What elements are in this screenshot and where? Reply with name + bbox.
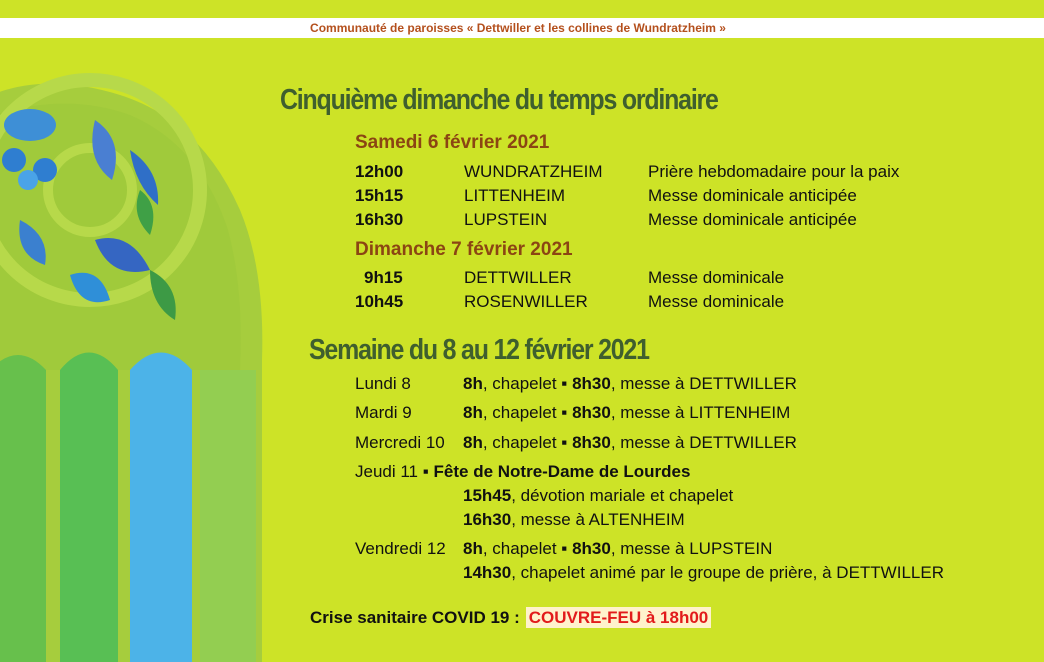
wednesday-label: Mercredi 10 — [355, 433, 445, 452]
monday-schedule: 8h, chapelet ▪ 8h30, messe à DETTWILLER — [463, 374, 797, 393]
thursday-schedule-1: 15h45, dévotion mariale et chapelet — [463, 486, 734, 505]
bullet-icon: ▪ — [561, 374, 568, 393]
monday-label: Lundi 8 — [355, 374, 411, 393]
bullet-icon: ▪ — [561, 403, 568, 422]
thursday-schedule-2: 16h30, messe à ALTENHEIM — [463, 510, 685, 529]
wednesday-schedule: 8h, chapelet ▪ 8h30, messe à DETTWILLER — [463, 433, 797, 452]
bullet-icon: ▪ — [561, 433, 568, 452]
friday-label: Vendredi 12 — [355, 539, 446, 558]
parish-name: Communauté de paroisses « Dettwiller et les collines de Wundratzheim » — [310, 21, 726, 35]
sunday-title: Cinquième dimanche du temps ordinaire — [280, 84, 718, 116]
stained-glass-window-image — [0, 40, 330, 662]
covid-notice — [310, 608, 711, 628]
week-title: Semaine du 8 au 12 février 2021 — [309, 334, 649, 366]
friday-schedule-1: 8h, chapelet ▪ 8h30, messe à LUPSTEIN — [463, 539, 773, 558]
saturday-heading: Samedi 6 février 2021 — [355, 132, 550, 153]
bullet-icon: ▪ — [422, 462, 429, 481]
header-bar — [0, 18, 1044, 38]
covid-label: Crise sanitaire COVID 19 : — [310, 608, 520, 627]
bullet-icon: ▪ — [561, 539, 568, 558]
sunday-heading: Dimanche 7 février 2021 — [355, 239, 573, 260]
curfew-badge: COUVRE-FEU à 18h00 — [526, 607, 712, 628]
thursday-label: Jeudi 11 ▪ Fête de Notre-Dame de Lourdes — [355, 462, 691, 481]
tuesday-schedule: 8h, chapelet ▪ 8h30, messe à LITTENHEIM — [463, 403, 791, 422]
friday-schedule-2: 14h30, chapelet animé par le groupe de prière, à DETTWILLER — [463, 563, 944, 582]
feast-name: Fête de Notre-Dame de Lourdes — [433, 462, 691, 481]
tuesday-label: Mardi 9 — [355, 403, 412, 422]
